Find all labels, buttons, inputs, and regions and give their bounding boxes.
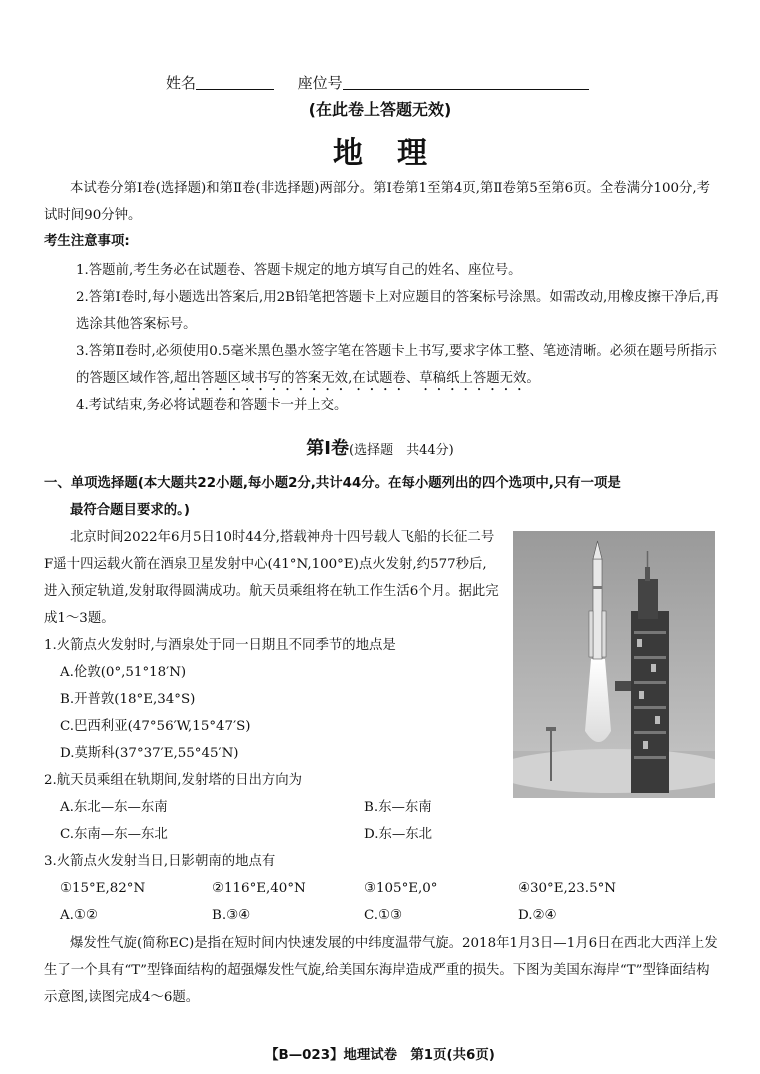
candidate-info-line [166, 72, 589, 93]
question-1-option-a: A.伦敦(0°,51°18′N) [60, 665, 187, 680]
section-subtitle: (选择题 共44分) [349, 443, 454, 458]
rocket-launch-photo [513, 531, 715, 798]
question-3-place-2: ②116°E,40°N [212, 881, 306, 896]
question-1-option-c: C.巴西利亚(47°56′W,15°47′S) [60, 719, 251, 734]
page-title: 地理 [333, 136, 461, 171]
section-title [0, 434, 760, 460]
name-label: 姓名 [166, 74, 197, 92]
question-3-option-d: D.②④ [518, 908, 557, 923]
question-2-option-c: C.东南—东—东北 [60, 827, 168, 842]
question-3-stem: 3.火箭点火发射当日,日影朝南的地点有 [44, 854, 276, 869]
question-3-place-3: ③105°E,0° [364, 881, 438, 896]
notice-item-3-end: 。 [526, 371, 540, 386]
question-1-option-b: B.开普敦(18°E,34°S) [60, 692, 196, 707]
part-one-heading [44, 470, 724, 524]
question-2-option-a: A.东北—东—东南 [60, 800, 168, 815]
question-3-option-b: B.③④ [212, 908, 251, 923]
intro-text: 本试卷分第Ⅰ卷(选择题)和第Ⅱ卷(非选择题)两部分。第Ⅰ卷第1至第4页,第Ⅱ卷第5至第6页。全卷满分100分,考试时间90分钟。 [44, 181, 711, 223]
material-2-text: 爆发性气旋(简称EC)是指在短时间内快速发展的中纬度温带气旋。2018年1月3日—1月6日在西北大西洋上发生了一个具有“T”型锋面结构的超强爆发性气旋,给美国东海岸造成严重的损失。下图为美国东海岸“T”型锋面结构示意图,读图完成4～6题。 [44, 936, 718, 1005]
question-3-option-a: A.①② [60, 908, 98, 923]
name-blank [196, 73, 274, 90]
notice-item-3-emphasis: 超出答题区域书写的答案无效,在试题卷、草稿纸上答题无效 [174, 371, 527, 386]
notice-title: 考生注意事项: [44, 234, 130, 249]
part-one-heading-line2: 最符合题目要求的。) [70, 503, 190, 518]
seat-label: 座位号 [297, 74, 343, 92]
question-3-place-1: ①15°E,82°N [60, 881, 146, 896]
seat-blank [343, 73, 589, 90]
notice-item-2-text: 2.答第Ⅰ卷时,每小题选出答案后,用2B铅笔把答题卡上对应题目的答案标号涂黑。如需改动,用橡皮擦干净后,再选涂其他答案标号。 [76, 290, 719, 332]
question-2-stem: 2.航天员乘组在轨期间,发射塔的日出方向为 [44, 773, 303, 788]
notice-item-4: 4.考试结束,务必将试题卷和答题卡一并上交。 [76, 398, 348, 413]
notice-item-3-text: 3.答第Ⅱ卷时,必须使用0.5毫米黑色墨水签字笔在答题卡上书写,要求字体工整、笔迹清晰。必须在题号所指示的答题区域作答, [76, 344, 717, 386]
section-title-main: 第Ⅰ卷 [306, 438, 349, 459]
invalid-note: (在此卷上答题无效) [308, 100, 452, 119]
question-2-option-b: B.东—东南 [364, 800, 432, 815]
notice-item-2 [76, 284, 722, 338]
question-3-place-4: ④30°E,23.5°N [518, 881, 616, 896]
part-one-heading-line1: 一、单项选择题(本大题共22小题,每小题2分,共计44分。在每小题列出的四个选项中,只有一项是 [44, 476, 621, 491]
material-text: 北京时间2022年6月5日10时44分,搭载神舟十四号载人飞船的长征二号F遥十四运载火箭在酒泉卫星发射中心(41°N,100°E)点火发射,约577秒后,进入预定轨道,发射取得圆满成功。航天员乘组将在轨工作生活6个月。据此完成1～3题。 [44, 530, 499, 626]
notice-item-3 [76, 338, 722, 394]
notice-item-1: 1.答题前,考生务必在试题卷、答题卡规定的地方填写自己的姓名、座位号。 [76, 263, 522, 278]
question-1-option-d: D.莫斯科(37°37′E,55°45′N) [60, 746, 239, 761]
question-2-option-d: D.东—东北 [364, 827, 433, 842]
question-1-stem: 1.火箭点火发射时,与酒泉处于同一日期且不同季节的地点是 [44, 638, 396, 653]
question-3-option-c: C.①③ [364, 908, 403, 923]
page-footer: 【B—023】地理试卷 第1页(共6页) [265, 1048, 495, 1063]
